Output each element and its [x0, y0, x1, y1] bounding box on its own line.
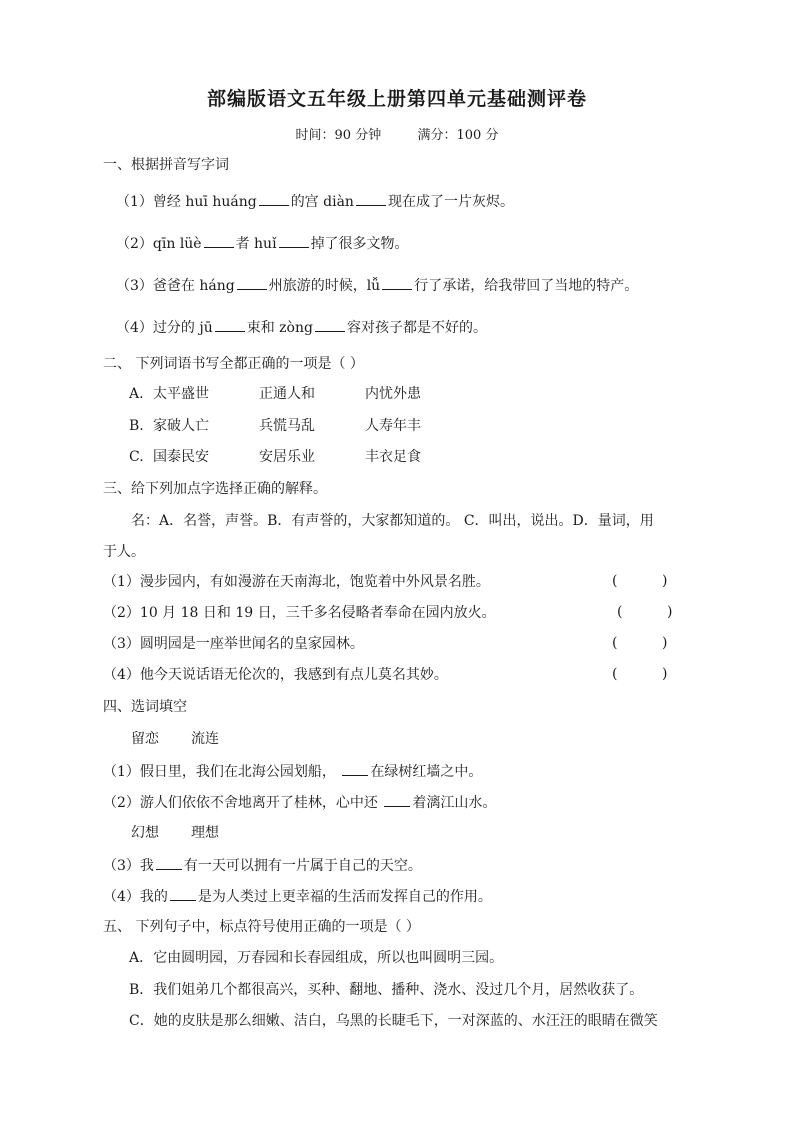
s3-question-1: （1）漫步园内，有如漫游在天南海北，饱览着中外风景名胜。	[103, 574, 490, 590]
section-4-heading: 四、选词填空	[103, 699, 187, 715]
answer-blank[interactable]	[259, 192, 289, 206]
exam-meta	[0, 124, 794, 143]
s3-question-3: （3）圆明园是一座举世闻名的皇家园林。	[103, 636, 364, 652]
answer-blank[interactable]	[384, 793, 410, 807]
full-score: 满分：100 分	[417, 128, 499, 143]
definition-text: 名：A．名誉，声誉。B．有声誉的，大家都知道的。 C．叫出，说出。D．量词，用	[131, 513, 654, 529]
s3-question-4: （4）他今天说话语无伦次的，我感到有点儿莫名其妙。	[103, 667, 448, 683]
s1-question-3: （3）爸爸在 háng 州旅游的时候，lǚ 行了承诺，给我带回了当地的特产。	[116, 278, 639, 294]
s2-option-b[interactable]: B. 家破人亡 兵慌马乱 人寿年丰	[129, 418, 421, 434]
section-3-heading: 三、给下列加点字选择正确的解释。	[103, 481, 327, 497]
s2-option-c[interactable]: C. 国泰民安 安居乐业 丰衣足食	[129, 449, 421, 465]
answer-blank[interactable]	[237, 276, 267, 290]
s5-option-c[interactable]: C．她的皮肤是那么细嫩、洁白，乌黑的长睫毛下，一对深蓝的、水汪汪的眼睛在微笑	[129, 1013, 658, 1029]
answer-blank[interactable]	[170, 887, 196, 901]
s4-question-3: （3）我 有一天可以拥有一片属于自己的天空。	[103, 858, 422, 874]
answer-blank[interactable]	[356, 192, 386, 206]
s4-question-2: （2）游人们依依不舍地离开了桂林，心中还 着漓江山水。	[103, 795, 497, 811]
s5-option-b[interactable]: B．我们姐弟几个都很高兴，买种、翻地、播种、浇水、没过几个月，居然收获了。	[129, 982, 644, 998]
s5-option-a[interactable]: A．它由圆明园，万春园和长春园组成，所以也叫圆明三园。	[129, 950, 504, 966]
answer-parens[interactable]: ( )	[612, 635, 668, 651]
s1-question-2: （2）qīn lüè 者 huǐ 掉了很多文物。	[116, 236, 409, 252]
answer-blank[interactable]	[315, 318, 345, 332]
s1-question-1: （1）曾经 huī huáng 的宫 diàn 现在成了一片灰烬。	[116, 194, 514, 210]
definition-text-cont: 于人。	[103, 544, 145, 560]
section-1-heading: 一、根据拼音写字词	[103, 157, 229, 173]
s1-question-4: （4）过分的 jū 束和 zòng 容对孩子都是不好的。	[116, 320, 487, 336]
word-choices-1: 留恋 流连	[131, 731, 219, 747]
page-title: 部编版语文五年级上册第四单元基础测评卷	[206, 88, 587, 110]
s4-question-1: （1）假日里，我们在北海公园划船， 在绿树红墙之中。	[103, 764, 483, 780]
s3-question-2: （2）10 月 18 日和 19 日，三千多名侵略者奉命在园内放火。	[103, 605, 496, 621]
answer-blank[interactable]	[382, 276, 412, 290]
word-choices-2: 幻想 理想	[131, 825, 219, 841]
answer-blank[interactable]	[204, 234, 234, 248]
answer-blank[interactable]	[279, 234, 309, 248]
section-5-heading: 五、 下列句子中，标点符号使用正确的一项是（ ）	[103, 919, 420, 935]
answer-parens[interactable]: ( )	[612, 666, 668, 682]
time-limit: 时间：90 分钟	[295, 128, 382, 143]
section-2-heading: 二、 下列词语书写全都正确的一项是（ ）	[103, 356, 364, 372]
answer-parens[interactable]: ( )	[617, 604, 673, 620]
s2-option-a[interactable]: A. 太平盛世 正通人和 内忧外患	[129, 386, 421, 402]
answer-parens[interactable]: ( )	[612, 573, 668, 589]
answer-blank[interactable]	[156, 856, 182, 870]
s4-question-4: （4）我的 是为人类过上更幸福的生活而发挥自己的作用。	[103, 889, 492, 905]
answer-blank[interactable]	[342, 762, 368, 776]
answer-blank[interactable]	[215, 318, 245, 332]
